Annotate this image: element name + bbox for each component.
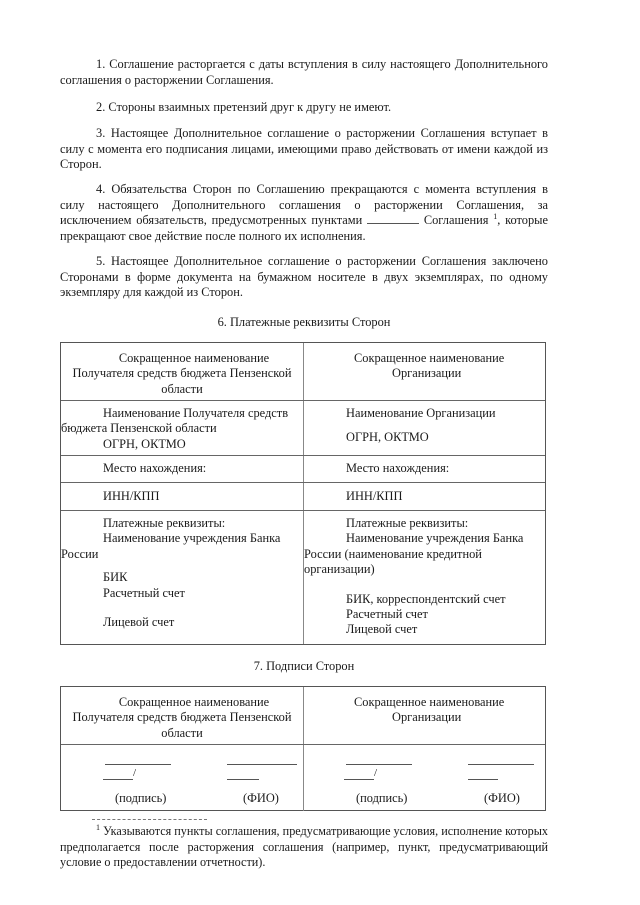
cell-text: России	[61, 546, 99, 561]
header-text: Организации	[392, 710, 462, 725]
cell-text: Наименование учреждения Банка	[103, 531, 281, 546]
footnote-marker: 1	[96, 822, 100, 832]
cell-text: России (наименование кредитной	[304, 546, 482, 561]
cell-text: Лицевой счет	[103, 615, 175, 630]
signatures-table	[60, 686, 546, 811]
cell-organization-payment	[304, 511, 545, 644]
signature-slash: /	[374, 767, 378, 779]
paragraph-3: 3. Настоящее Дополнительное соглашение о расторжении Соглашения вступает в силу с момента его подписания лицами, имеющими право действовать от имени каждой из Сторон.	[60, 126, 548, 172]
section-7-title: 7. Подписи Сторон	[253, 659, 355, 673]
blank-field	[367, 213, 419, 224]
signature-line[interactable]	[346, 764, 412, 765]
name-line[interactable]	[468, 764, 534, 765]
header-text: области	[161, 381, 203, 396]
header-text: Сокращенное наименование	[118, 351, 270, 365]
table-row-name	[61, 400, 545, 455]
paragraph-1: 1. Соглашение расторгается с даты вступления в силу настоящего Дополнительного соглашения о расторжении Соглашения.	[60, 57, 548, 87]
signature-line-short[interactable]	[344, 779, 374, 780]
name-caption: (ФИО)	[484, 791, 520, 805]
header-text: области	[161, 725, 203, 740]
cell-text: организации)	[304, 562, 375, 577]
header-text: Получателя средств бюджета Пензенской	[72, 366, 292, 381]
cell-text: ОГРН, ОКТМО	[346, 430, 429, 445]
paragraph-2: 2. Стороны взаимных претензий друг к другу не имеют.	[96, 100, 392, 114]
header-cell-organization	[304, 343, 545, 400]
footnote-reference[interactable]: 1	[493, 212, 498, 222]
table-row-location	[61, 455, 545, 482]
name-line-short[interactable]	[468, 779, 498, 780]
table-header-row	[61, 343, 545, 400]
cell-text: Наименование Получателя средств	[103, 406, 289, 420]
signature-line-short[interactable]	[103, 779, 133, 780]
header-text: Организации	[392, 366, 462, 381]
header-text: Сокращенное наименование	[354, 695, 505, 709]
cell-text: Место нахождения:	[103, 461, 207, 475]
header-text: Сокращенное наименование	[354, 351, 505, 365]
cell-text: Наименование Организации	[346, 406, 496, 420]
cell-text: бюджета Пензенской области	[61, 421, 217, 436]
name-line-short[interactable]	[227, 779, 259, 780]
cell-text: Наименование учреждения Банка	[346, 531, 524, 546]
paragraph-5: 5. Настоящее Дополнительное соглашение о расторжении Соглашения заключено Сторонами в форме документа на бумажном носителе в двух экземплярах, по одному экземпляру для каждой из Сторон.	[60, 254, 548, 300]
cell-text: БИК	[103, 570, 128, 585]
signature-caption: (подпись)	[356, 791, 408, 805]
paragraph-4-text-after: , которые прекращают свое действие после полного их исполнения.	[60, 213, 548, 243]
cell-organization-inn	[304, 483, 545, 510]
cell-text: ИНН/КПП	[103, 489, 160, 503]
cell-text: Платежные реквизиты:	[103, 516, 226, 530]
footnote	[60, 824, 548, 871]
cell-organization-location	[304, 456, 545, 482]
footnote-separator	[92, 819, 207, 820]
table-header-row	[61, 687, 545, 744]
table-row-inn	[61, 482, 545, 510]
cell-text: Расчетный счет	[103, 585, 185, 600]
cell-text: БИК, корреспондентский счет	[346, 591, 506, 606]
header-cell-organization	[304, 687, 545, 744]
name-caption: (ФИО)	[243, 791, 279, 805]
signature-line[interactable]	[105, 764, 171, 765]
header-cell-recipient	[61, 687, 304, 744]
cell-organization-name	[304, 401, 545, 455]
cell-text: Расчетный счет	[346, 607, 428, 622]
header-cell-recipient	[61, 343, 304, 400]
cell-recipient-location	[61, 456, 304, 482]
cell-text: ИНН/КПП	[346, 489, 403, 503]
cell-text: Место нахождения:	[346, 461, 450, 475]
cell-text: Лицевой счет	[346, 622, 418, 637]
footnote-text: Указываются пункты соглашения, предусматривающие условия, исполнение которых предполагается после расторжения соглашения (например, пункт, предусматривающий условие о предоставлении отчетности).	[60, 824, 548, 870]
cell-text: ОГРН, ОКТМО	[103, 436, 186, 451]
section-6-title: 6. Платежные реквизиты Сторон	[217, 315, 391, 329]
signature-row	[61, 744, 545, 810]
name-line[interactable]	[227, 764, 297, 765]
signature-cell-organization	[304, 745, 545, 811]
cell-recipient-payment	[61, 511, 304, 644]
cell-recipient-inn	[61, 483, 304, 510]
header-text: Получателя средств бюджета Пензенской	[72, 710, 292, 725]
signature-cell-recipient	[61, 745, 304, 811]
header-text: Сокращенное наименование	[118, 695, 270, 709]
signature-slash: /	[133, 767, 137, 779]
table-row-payment	[61, 510, 545, 644]
paragraph-4-text-middle: Соглашения	[423, 213, 489, 228]
signature-caption: (подпись)	[115, 791, 167, 805]
paragraph-4	[60, 182, 548, 244]
cell-text: Платежные реквизиты:	[346, 516, 469, 530]
payment-details-table	[60, 342, 546, 645]
paragraph-4-text-before: 4. Обязательства Сторон по Соглашению прекращаются с момента вступления в силу настоящего Дополнительного соглашения о расторжении Соглашения, за исключением обязательств, предусмотренных пунктами	[60, 182, 548, 228]
cell-recipient-name	[61, 401, 304, 455]
